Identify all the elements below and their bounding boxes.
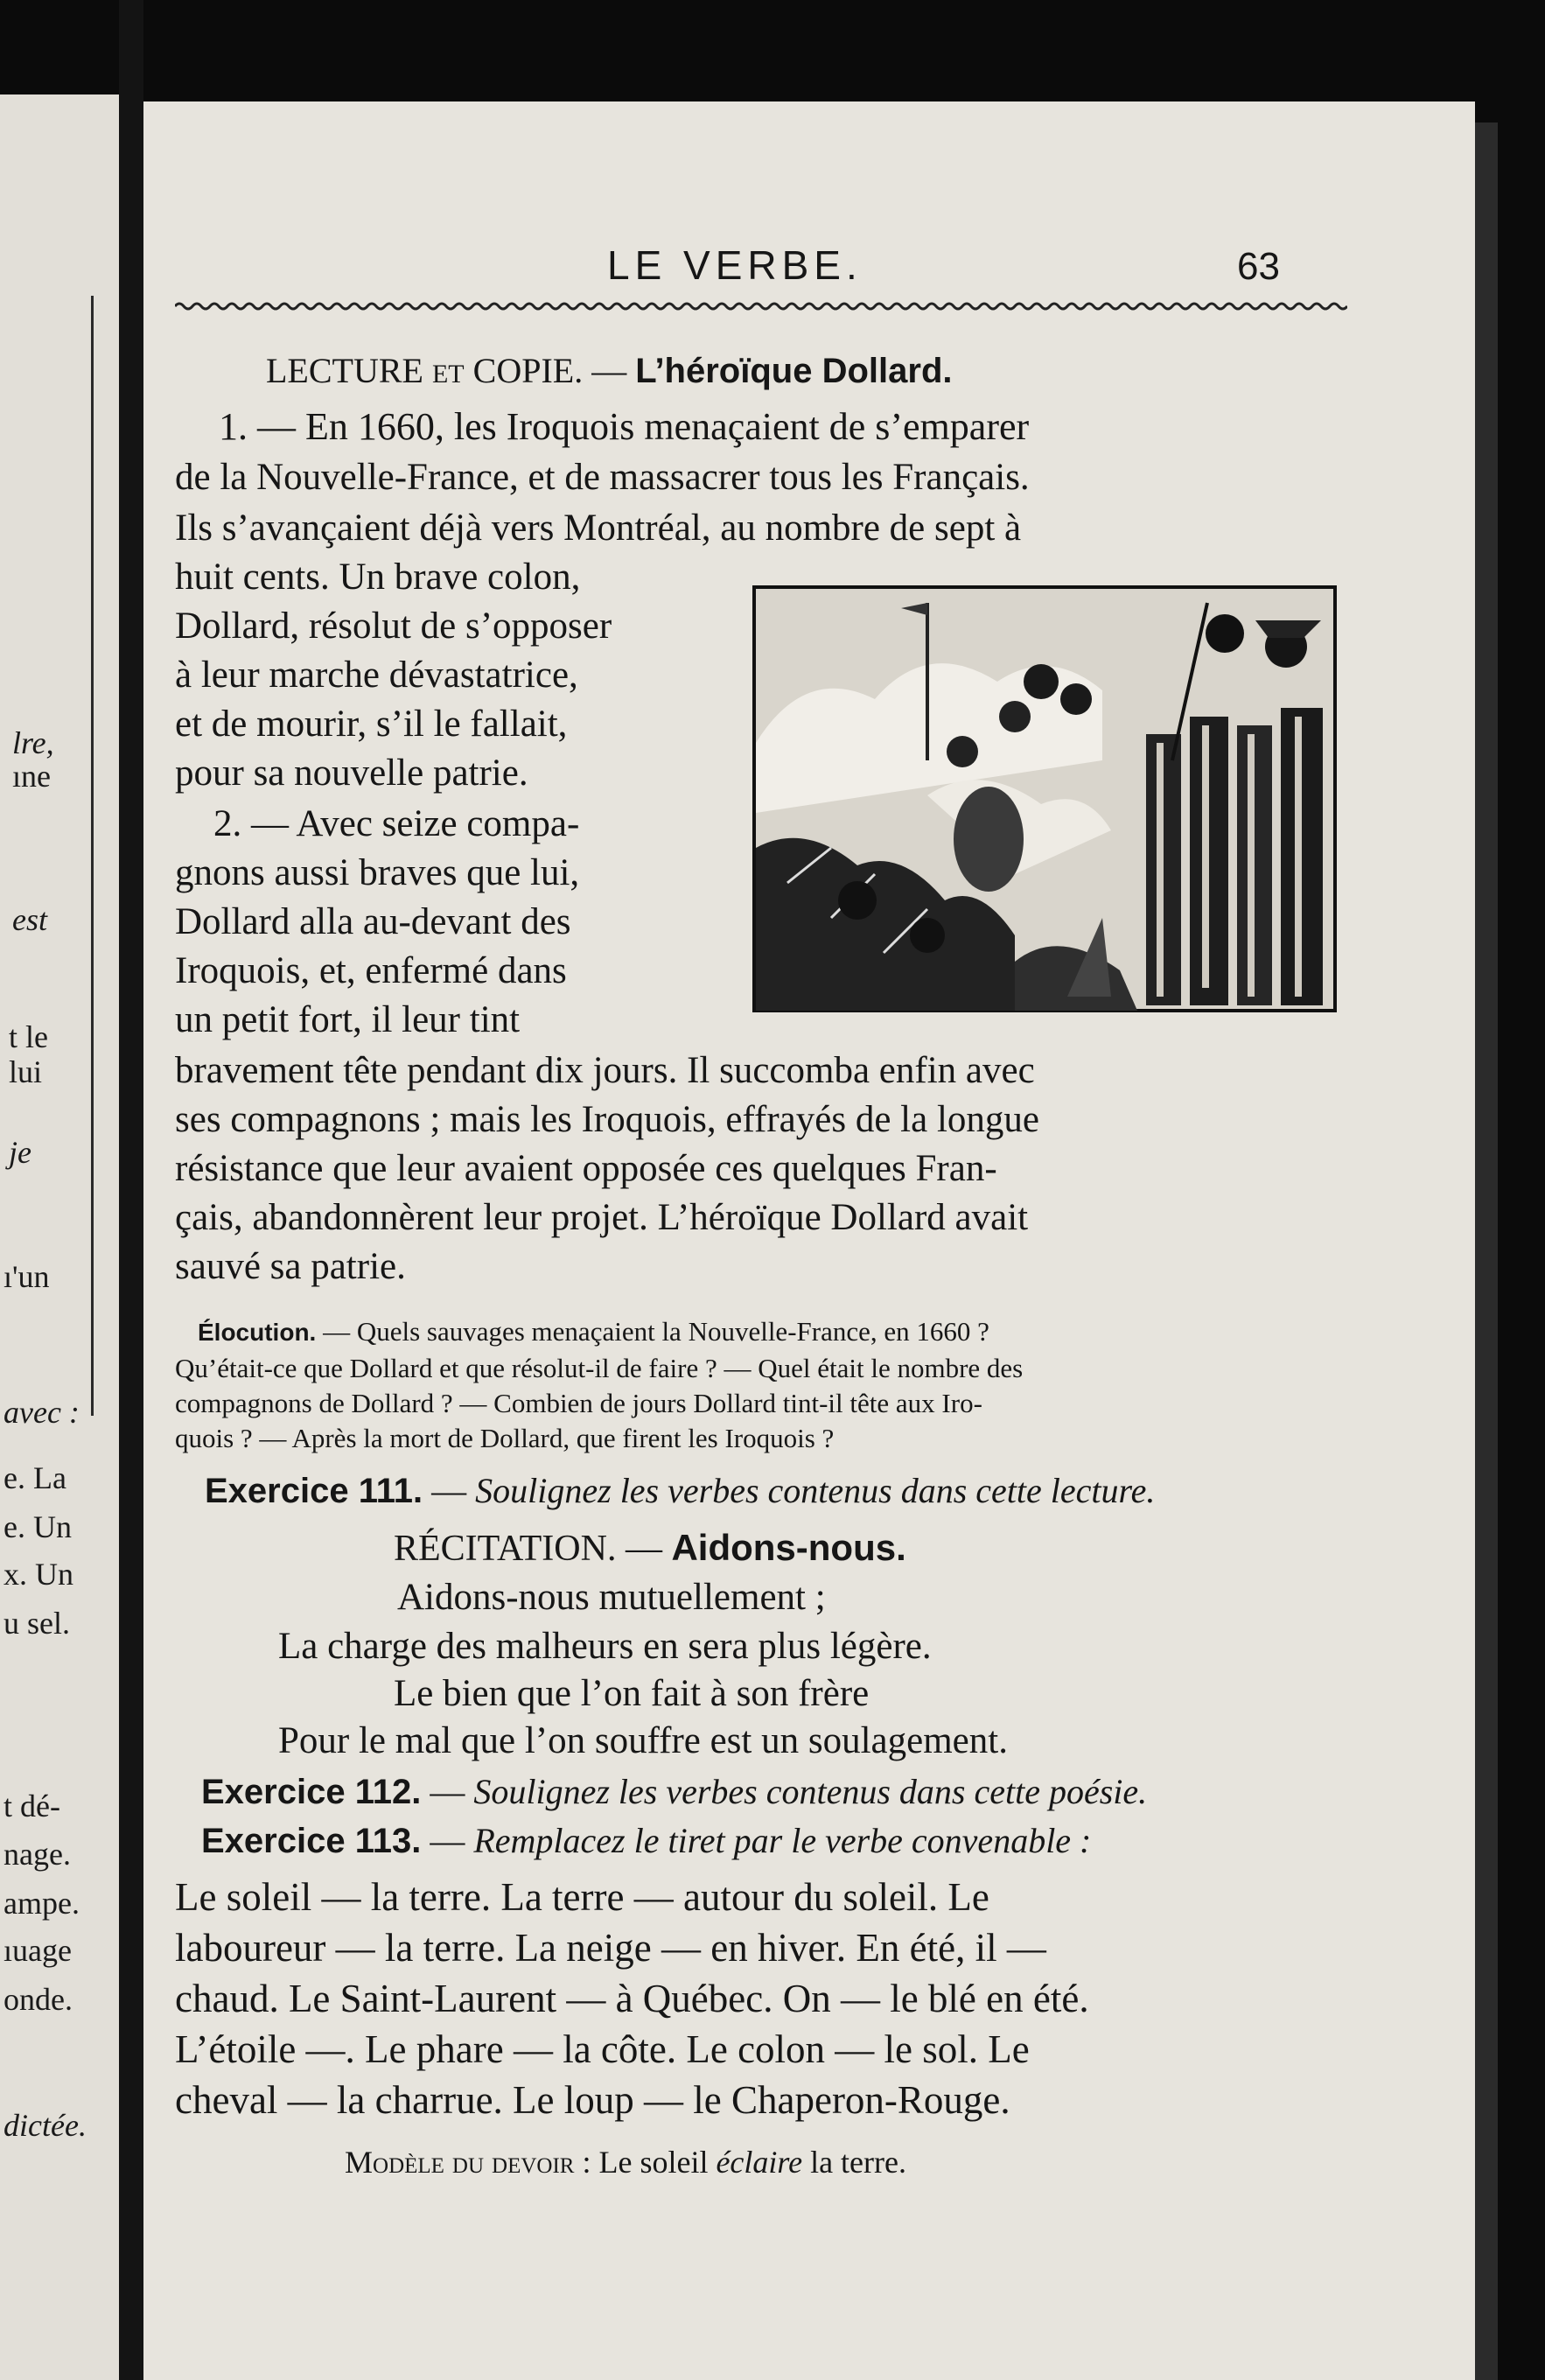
recitation-heading <box>394 1527 906 1569</box>
poem-line: La charge des malheurs en sera plus légère. <box>278 1626 932 1667</box>
elocution-line: quois ? — Après la mort de Dollard, que firent les Iroquois ? <box>175 1423 835 1453</box>
exercise-112 <box>201 1774 1147 1810</box>
left-fragment: e. Un <box>3 1509 72 1544</box>
lecture-title: L’héroïque Dollard. <box>635 352 953 390</box>
lecture-line: et de mourir, s’il le fallait, <box>175 704 568 745</box>
exercise-111 <box>205 1471 1156 1510</box>
lecture-label-et: ET <box>431 360 465 388</box>
poem-line: Pour le mal que l’on souffre est un soulagement. <box>278 1720 1008 1761</box>
left-fragment: lui <box>9 1054 43 1089</box>
left-fragment: t le <box>9 1019 48 1054</box>
page-number: 63 <box>1237 245 1280 288</box>
exercise-113 <box>201 1821 1092 1860</box>
elocution-label: Élocution. <box>198 1319 317 1346</box>
poem-line: Aidons-nous mutuellement ; <box>397 1577 826 1618</box>
left-fragment: lre, <box>12 725 54 760</box>
engraving-image <box>752 585 1337 1012</box>
page-right-edge <box>1475 122 1498 2380</box>
lecture-line: pour sa nouvelle patrie. <box>175 752 528 794</box>
lecture-line: sauvé sa patrie. <box>175 1246 406 1287</box>
left-fragment: avec : <box>3 1395 80 1430</box>
left-fragment: est <box>12 902 47 937</box>
left-fragment: x. Un <box>3 1557 73 1592</box>
left-fragment: ı'un <box>3 1259 50 1294</box>
left-fragment: ıuage <box>3 1933 72 1968</box>
lecture-heading <box>266 351 953 390</box>
lecture-line: Dollard alla au-devant des <box>175 901 571 942</box>
recitation-label: RÉCITATION. — <box>394 1529 662 1569</box>
exercise-113-line: chaud. Le Saint-Laurent — à Québec. On — le blé en été. <box>175 1977 1089 2020</box>
left-fragment: nage. <box>3 1837 71 1872</box>
lecture-line: 1. — En 1660, les Iroquois menaçaient de s’emparer <box>219 405 1030 448</box>
left-page-fragment <box>0 94 119 2380</box>
left-fragment: dictée. <box>3 2108 87 2143</box>
model-label: Modèle du devoir : <box>345 2145 591 2180</box>
dollard-fort-illustration <box>752 585 1337 1012</box>
left-fragment: e. La <box>3 1460 66 1495</box>
lecture-label: LECTURE <box>266 351 423 390</box>
model-pre: Le soleil <box>598 2145 709 2180</box>
book-page <box>143 102 1475 2380</box>
lecture-line: çais, abandonnèrent leur projet. L’héroïque Dollard avait <box>175 1197 1029 1238</box>
exercise-113-text: Remplacez le tiret par le verbe convenable : <box>473 1821 1092 1860</box>
model-verb: éclaire <box>716 2145 803 2180</box>
lecture-line: 2. — Avec seize compa- <box>213 803 580 844</box>
header-wavy-rule <box>175 299 1347 313</box>
exercise-113-line: laboureur — la terre. La neige — en hiver. En été, il — <box>175 1926 1046 1970</box>
exercise-112-text: Soulignez les verbes contenus dans cette poésie. <box>473 1772 1148 1811</box>
lecture-line: bravement tête pendant dix jours. Il succomba enfin avec <box>175 1050 1035 1091</box>
lecture-line: Iroquois, et, enfermé dans <box>175 950 567 991</box>
left-fragment: je <box>9 1135 31 1170</box>
lecture-line: un petit fort, il leur tint <box>175 999 521 1040</box>
exercise-112-label: Exercice 112. <box>201 1773 422 1811</box>
exercise-112-dash: — <box>430 1772 465 1811</box>
exercise-113-line: Le soleil — la terre. La terre — autour du soleil. Le <box>175 1875 989 1919</box>
lecture-label-copie: COPIE. — <box>472 351 627 390</box>
exercise-111-dash: — <box>431 1471 467 1510</box>
exercise-113-line: L’étoile —. Le phare — la côte. Le colon — le sol. Le <box>175 2027 1030 2071</box>
left-fragment: ıne <box>12 759 51 794</box>
exercise-113-line: cheval — la charrue. Le loup — le Chaperon-Rouge. <box>175 2078 1010 2122</box>
lecture-line: gnons aussi braves que lui, <box>175 852 580 893</box>
exercise-113-label: Exercice 113. <box>201 1822 422 1860</box>
lecture-line: Ils s’avançaient déjà vers Montréal, au nombre de sept à <box>175 508 1022 549</box>
left-page-border <box>91 296 94 1416</box>
lecture-line: ses compagnons ; mais les Iroquois, effrayés de la longue <box>175 1099 1039 1140</box>
elocution-line-1 <box>198 1318 989 1345</box>
lecture-line: huit cents. Un brave colon, <box>175 556 581 598</box>
left-fragment: u sel. <box>3 1606 70 1641</box>
lecture-line: à leur marche dévastatrice, <box>175 654 578 696</box>
recitation-title: Aidons-nous. <box>671 1527 906 1568</box>
poem-line: Le bien que l’on fait à son frère <box>394 1673 870 1714</box>
page-gutter <box>119 0 143 2380</box>
lecture-line: résistance que leur avaient opposée ces quelques Fran- <box>175 1148 997 1189</box>
elocution-line: compagnons de Dollard ? — Combien de jours Dollard tint-il tête aux Iro- <box>175 1388 982 1418</box>
exercise-111-label: Exercice 111. <box>205 1472 423 1510</box>
lecture-line: de la Nouvelle-France, et de massacrer tous les Français. <box>175 457 1030 498</box>
model-post: la terre. <box>810 2145 906 2180</box>
exercise-111-text: Soulignez les verbes contenus dans cette lecture. <box>475 1471 1156 1510</box>
left-fragment: onde. <box>3 1982 73 2017</box>
exercise-113-dash: — <box>430 1821 465 1860</box>
model-answer <box>345 2144 906 2180</box>
elocution-text: — Quels sauvages menaçaient la Nouvelle-France, en 1660 ? <box>323 1316 989 1347</box>
elocution-line: Qu’était-ce que Dollard et que résolut-il de faire ? — Quel était le nombre des <box>175 1353 1024 1383</box>
left-fragment: t dé- <box>3 1788 60 1824</box>
left-fragment: ampe. <box>3 1886 80 1921</box>
lecture-line: Dollard, résolut de s’opposer <box>175 606 612 647</box>
running-title: LE VERBE. <box>607 242 863 288</box>
